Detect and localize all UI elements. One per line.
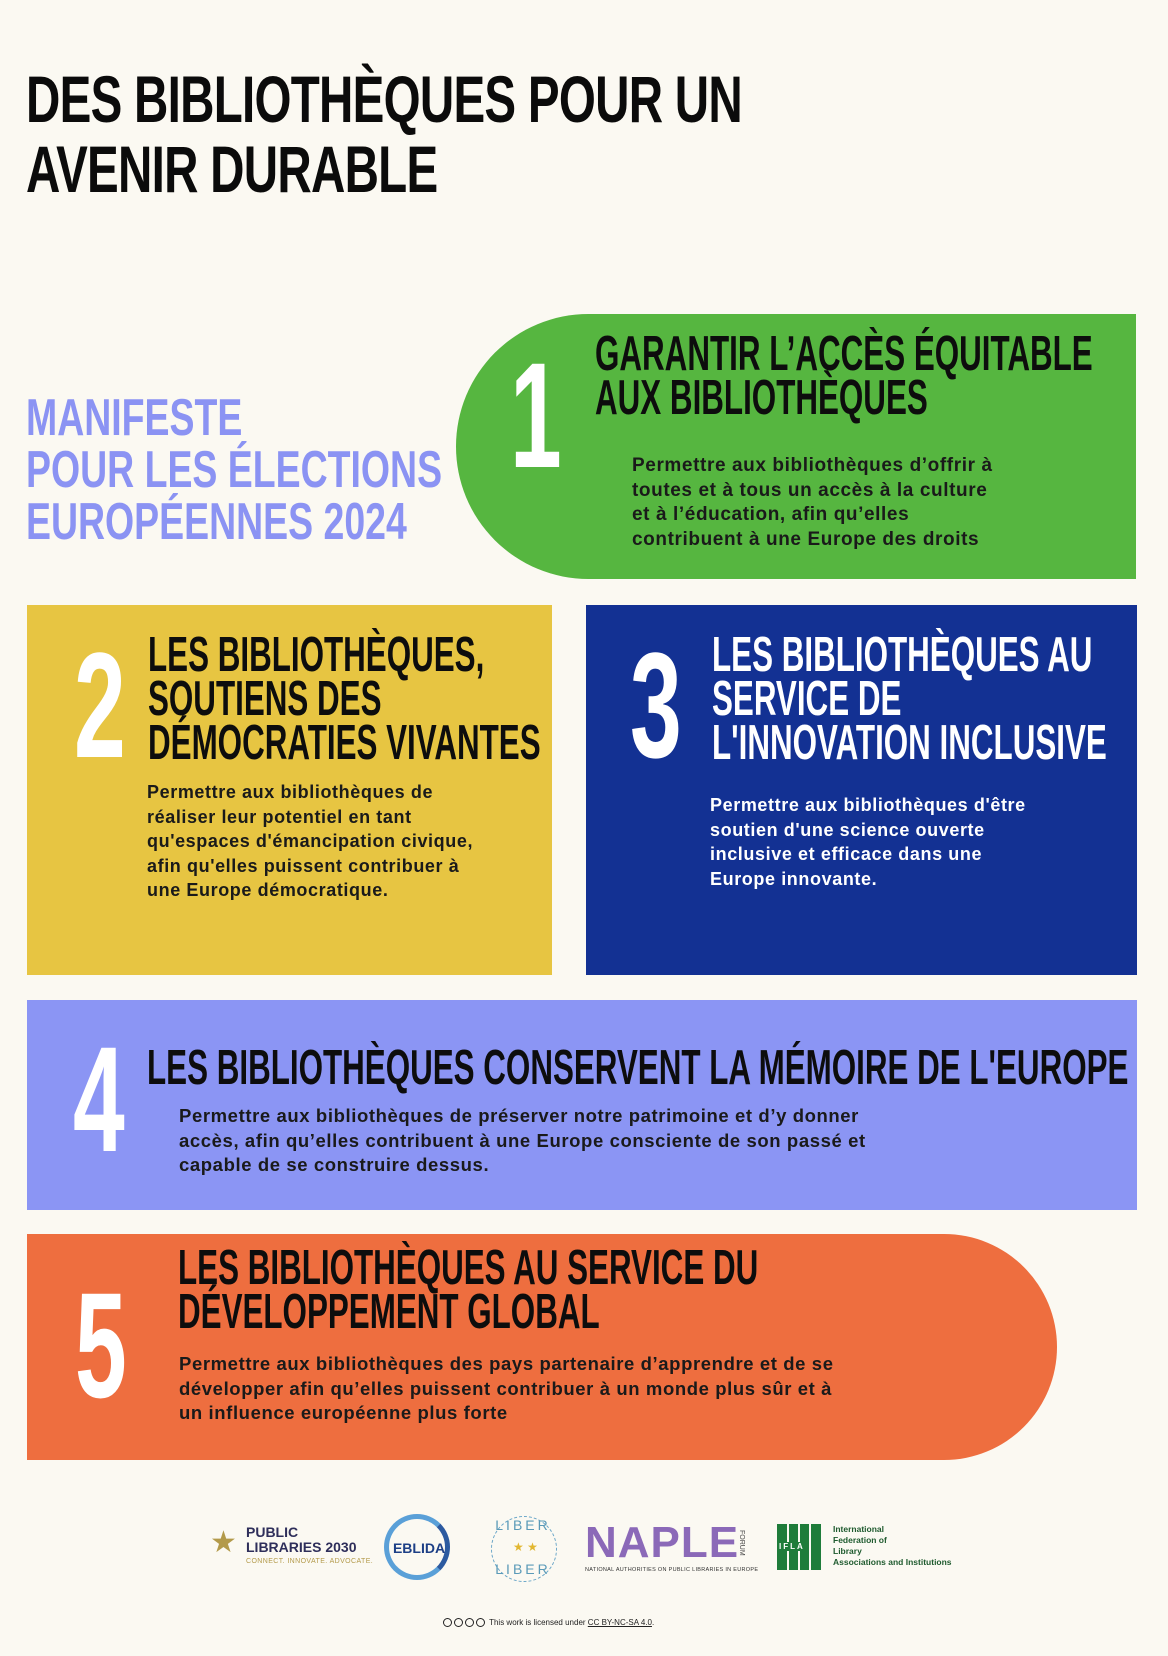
card-body	[179, 1104, 866, 1178]
liber-bottom-text: LIBER	[495, 1561, 551, 1577]
ifla-mark-icon	[777, 1524, 821, 1570]
ifla-line: Library	[833, 1546, 862, 1556]
body-line: inclusive et efficace dans une	[710, 844, 983, 864]
body-line: un influence européenne plus forte	[179, 1402, 508, 1423]
heading-line: LES BIBLIOTHÈQUES AU SERVICE DU	[178, 1241, 759, 1295]
heading-line: SOUTIENS DES	[148, 672, 382, 726]
body-line: accès, afin qu’elles contribuent à une Europe consciente de son passé et	[179, 1129, 866, 1151]
card-5-global-development	[27, 1234, 1057, 1460]
eblida-logo	[380, 1510, 460, 1590]
subtitle-line-3: EUROPÉENNES 2024	[26, 493, 407, 551]
body-line: Permettre aux bibliothèques de	[147, 782, 434, 802]
card-heading	[595, 327, 1093, 425]
by-icon	[454, 1618, 463, 1627]
body-line: une Europe démocratique.	[147, 880, 389, 900]
nc-icon	[465, 1618, 474, 1627]
ifla-line: International	[833, 1524, 885, 1534]
heading-line: L'INNOVATION INCLUSIVE	[712, 716, 1107, 770]
ifla-full-name	[833, 1524, 952, 1568]
body-line: Permettre aux bibliothèques des pays partenaire d’apprendre et de se	[179, 1353, 834, 1374]
body-line: Permettre aux bibliothèques de préserver notre patrimoine et d’y donner	[179, 1105, 859, 1126]
subtitle-line-1: MANIFESTE	[26, 389, 243, 447]
naple-forum: FORUM	[738, 1530, 745, 1556]
card-1-equitable-access	[456, 314, 1136, 579]
card-number: 4	[73, 1015, 125, 1183]
ifla-line: Associations and Institutions	[833, 1557, 952, 1567]
subtitle-line-2: POUR LES ÉLECTIONS	[26, 441, 443, 499]
license-text: This work is licensed under	[489, 1618, 586, 1627]
pl-line-2: LIBRARIES 2030	[246, 1539, 357, 1555]
body-line: toutes et à tous un accès à la culture	[632, 479, 988, 501]
body-line: développer afin qu’elles puissent contribuer à un monde plus sûr et à	[179, 1377, 833, 1399]
title-line-2: AVENIR DURABLE	[26, 132, 438, 206]
card-body	[632, 454, 993, 552]
pl-tagline: CONNECT. INNOVATE. ADVOCATE.	[246, 1558, 374, 1565]
title-line-1: DES BIBLIOTHÈQUES POUR UN	[26, 62, 742, 136]
card-heading	[147, 1041, 1129, 1095]
ifla-line: Federation of	[833, 1535, 887, 1545]
body-line: qu'espaces d'émancipation civique,	[147, 831, 474, 851]
card-body	[710, 793, 1026, 891]
heading-line: LES BIBLIOTHÈQUES,	[148, 628, 485, 682]
pl-name	[246, 1525, 356, 1555]
card-heading	[178, 1241, 759, 1339]
star-icon: ★	[210, 1526, 237, 1559]
card-body	[179, 1352, 834, 1426]
pl-line-1: PUBLIC	[246, 1524, 299, 1540]
naple-name: NAPLE	[585, 1518, 740, 1567]
card-3-inclusive-innovation	[586, 605, 1137, 975]
card-heading	[712, 628, 1107, 770]
card-number: 2	[74, 621, 126, 789]
liber-logo	[485, 1510, 565, 1590]
body-line: et à l’éducation, afin qu’elles	[632, 504, 910, 525]
card-body	[147, 780, 473, 903]
license-end: .	[651, 1618, 655, 1627]
page-title	[26, 62, 742, 206]
manifesto-subtitle	[26, 389, 443, 551]
cc-icon	[443, 1618, 452, 1627]
card-2-living-democracies	[27, 605, 552, 975]
ifla-mark-text: IFLA	[779, 1542, 805, 1551]
heading-line: DÉMOCRATIES VIVANTES	[148, 716, 541, 770]
heading-line: SERVICE DE	[712, 672, 902, 726]
body-line: capable de se construire dessus.	[179, 1154, 490, 1175]
heading-line: AUX BIBLIOTHÈQUES	[595, 371, 928, 425]
heading-line: GARANTIR L’ACCÈS ÉQUITABLE	[595, 327, 1093, 381]
body-line: Europe innovante.	[710, 868, 878, 889]
body-line: afin qu'elles puissent contribuer à	[147, 855, 460, 876]
body-line: contribuent à une Europe des droits	[632, 528, 980, 550]
card-4-european-memory	[27, 1000, 1137, 1210]
card-number: 1	[510, 331, 562, 499]
heading-line: LES BIBLIOTHÈQUES CONSERVENT LA MÉMOIRE DE L'EUROPE	[147, 1041, 1129, 1095]
body-line: Permettre aux bibliothèques d'être	[710, 795, 1026, 815]
body-line: réaliser leur potentiel en tant	[147, 806, 412, 827]
body-line: Permettre aux bibliothèques d’offrir à	[632, 455, 993, 476]
license-footer	[443, 1618, 654, 1627]
card-number: 5	[75, 1261, 127, 1429]
ifla-logo	[777, 1524, 977, 1574]
body-line: soutien d'une science ouverte	[710, 819, 985, 840]
card-number: 3	[630, 621, 682, 789]
stars-icon: ★ ★	[513, 1540, 538, 1554]
naple-tagline: NATIONAL AUTHORITIES ON PUBLIC LIBRARIES IN EUROPE	[585, 1567, 759, 1573]
eblida-name: EBLIDA	[392, 1540, 446, 1556]
liber-top-text: LIBER	[495, 1517, 551, 1533]
heading-line: DÉVELOPPEMENT GLOBAL	[178, 1285, 600, 1339]
naple-logo	[585, 1518, 759, 1580]
license-link[interactable]: CC BY-NC-SA 4.0	[587, 1618, 652, 1627]
heading-line: LES BIBLIOTHÈQUES AU	[712, 628, 1093, 682]
card-heading	[148, 628, 541, 770]
partner-logos	[210, 1510, 970, 1590]
sa-icon	[476, 1618, 485, 1627]
